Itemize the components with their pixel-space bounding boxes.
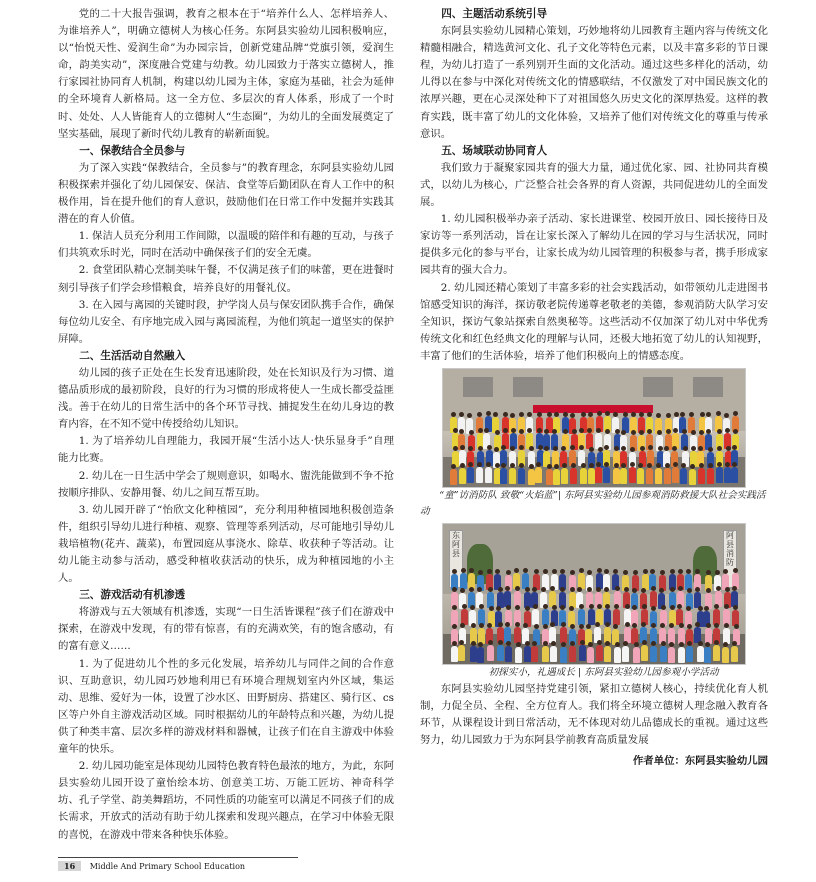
person-head	[561, 622, 566, 627]
person-figure	[560, 647, 567, 663]
person-head	[495, 430, 500, 435]
person-head	[588, 642, 593, 647]
person-head	[658, 446, 663, 451]
person-head	[605, 429, 610, 434]
person-head	[478, 570, 483, 575]
section-3-item-2: 2. 幼儿园功能室是体现幼儿园特色教育特色最浓的地方，为此，东阿县实验幼儿园开设了童怡绘本坊、创意美工坊、万能工匠坊、神奇科学坊、孔子学堂、韵美舞蹈坊，不同性质的功能室可以满足不同孩子们的成长需求，开放式的活动有助于幼儿探索和发现兴趣点，在学习中体验无限的喜悦，在游戏中带来各种快乐体验。	[58, 760, 394, 841]
person-head	[505, 622, 510, 627]
person-head	[733, 429, 738, 434]
person-figure	[672, 467, 679, 483]
person-head	[661, 641, 666, 646]
person-head	[534, 569, 539, 574]
person-figure	[550, 646, 557, 662]
person-figure	[518, 468, 525, 484]
person-head	[624, 587, 629, 592]
person-head	[700, 412, 705, 417]
person-figure	[570, 468, 577, 484]
person-head	[510, 463, 515, 468]
person-head	[537, 412, 542, 417]
person-head	[516, 642, 521, 647]
section-3-item-1: 1. 为了促进幼儿个性的多元化发展，培养幼儿与同伴之间的合作意识、互助意识，幼儿园巧妙地利用已有环境合理规划室内外区域，集运动、思维、爱好为一体，设置了沙水区、田野厨房、搭建区、骑行区、cs区等户外自主游戏活动区域。同时根据幼儿的年龄特点和兴趣，为幼儿提供了种类丰富、层次多样的游戏材料和器械，让孩子们在自主游戏中体验童年的快乐。	[58, 657, 394, 756]
person-head	[691, 430, 696, 435]
person-head	[495, 463, 500, 468]
person-figure	[515, 647, 522, 663]
person-figure	[680, 468, 687, 484]
person-figure	[485, 467, 492, 483]
person-head	[470, 605, 475, 610]
section-5-item-2: 2. 幼儿园还精心策划了丰富多彩的社会实践活动，如带领幼儿走进图书馆感受知识的海洋，探访敬老院传递尊老敬老的美德，参观消防大队学习安全知识，探访气象站探索自然奥秘等。这些活动不仅加深了幼儿对中华优秀传统文化和红色经典文化的理解与认同，还极大地拓宽了幼儿的认知视野，丰富了他们的生活体验，培养了他们积极向上的情感态度。	[420, 281, 768, 362]
person-figure	[664, 468, 671, 484]
person-figure	[588, 468, 595, 484]
person-head	[596, 587, 601, 592]
person-head	[570, 570, 575, 575]
person-head	[469, 587, 474, 592]
person-figure	[553, 469, 560, 485]
person-figure	[542, 646, 549, 662]
person-head	[515, 605, 520, 610]
person-figure	[497, 645, 504, 661]
section-1-item-1: 1. 保洁人员充分利用工作间隙，以温暖的陪伴和有趣的互动，与孩子们共筑欢乐时光，同时在活动中确保孩子们的安全无虞。	[58, 230, 394, 260]
section-2-paragraph: 幼儿园的孩子正处在生长发育迅速阶段，处在长知识及行为习惯、道德品质形成的最初阶段，良好的行为习惯的形成将使人一生成长都受益匪浅。善于在幼儿的日常生活中的各个环节寻找、捕捉发生在幼儿身边的教育内容，在不知不觉中传授给幼儿知识。	[58, 366, 394, 431]
section-3-paragraph: 将游戏与五大领域有机渗透，实现“一日生活皆课程”孩子们在游戏中探索，在游戏中发现，有的带有惊喜，有的充满欢笑，有的饱含感动，有的富有意义……	[58, 606, 394, 653]
person-head	[487, 623, 492, 628]
person-head	[698, 446, 703, 451]
person-head	[706, 588, 711, 593]
person-head	[734, 624, 739, 629]
person-head	[580, 640, 585, 645]
person-head	[544, 446, 549, 451]
person-figure	[535, 467, 542, 483]
person-head	[525, 641, 530, 646]
person-head	[706, 623, 711, 628]
person-figure	[650, 646, 657, 662]
person-head	[625, 604, 630, 609]
person-head	[561, 642, 566, 647]
person-head	[462, 604, 467, 609]
person-head	[525, 587, 530, 592]
person-head	[498, 640, 503, 645]
person-figure	[588, 609, 595, 625]
person-head	[705, 642, 710, 647]
person-figure	[650, 591, 657, 607]
person-head	[664, 446, 669, 451]
person-head	[560, 605, 565, 610]
person-figure	[655, 468, 662, 484]
person-figure	[603, 467, 610, 483]
person-head	[589, 447, 594, 452]
person-head	[484, 428, 489, 433]
person-head	[615, 642, 620, 647]
left-column	[58, 6, 394, 844]
person-head	[665, 463, 670, 468]
person-figure	[614, 647, 621, 663]
person-head	[570, 413, 575, 418]
person-head	[613, 624, 618, 629]
person-figure	[668, 647, 675, 663]
person-figure	[641, 645, 648, 661]
person-figure	[451, 646, 458, 662]
person-head	[669, 642, 674, 647]
person-head	[690, 464, 695, 469]
person-head	[717, 446, 722, 451]
person-head	[698, 606, 703, 611]
person-head	[596, 428, 601, 433]
person-figure	[531, 646, 538, 662]
person-head	[510, 413, 515, 418]
person-head	[469, 568, 474, 573]
person-head	[586, 624, 591, 629]
person-head	[543, 624, 548, 629]
person-head	[623, 570, 628, 575]
person-head	[704, 606, 709, 611]
person-head	[733, 605, 738, 610]
building-window	[463, 377, 493, 397]
person-head	[452, 624, 457, 629]
person-figure	[660, 646, 667, 662]
person-figure	[722, 647, 729, 663]
person-head	[683, 446, 688, 451]
person-head	[519, 412, 524, 417]
person-head	[670, 605, 675, 610]
person-head	[554, 412, 559, 417]
person-head	[706, 412, 711, 417]
person-head	[479, 623, 484, 628]
person-head	[523, 623, 528, 628]
person-figure	[724, 467, 731, 483]
person-figure	[467, 467, 474, 483]
person-figure	[505, 646, 512, 662]
person-head	[717, 462, 722, 467]
person-head	[641, 622, 646, 627]
person-figure	[509, 468, 516, 484]
person-head	[660, 570, 665, 575]
person-head	[632, 605, 637, 610]
person-head	[630, 447, 635, 452]
person-head	[657, 430, 662, 435]
person-figure	[569, 646, 576, 662]
person-head	[543, 604, 548, 609]
person-head	[651, 606, 656, 611]
person-head	[514, 568, 519, 573]
photo-2-caption: 初探实小，礼遇成长 | 东阿县实验幼儿园参观小学活动	[488, 666, 719, 678]
person-head	[452, 587, 457, 592]
person-head	[597, 568, 602, 573]
person-head	[633, 570, 638, 575]
person-head	[723, 642, 728, 647]
person-head	[562, 463, 567, 468]
person-head	[569, 606, 574, 611]
person-head	[579, 624, 584, 629]
person-head	[572, 429, 577, 434]
section-2-heading: 二、生活活动自然融入	[79, 349, 186, 362]
person-head	[589, 463, 594, 468]
journal-name: Middle And Primary School Education	[89, 862, 246, 871]
person-head	[478, 642, 483, 647]
person-figure	[546, 469, 553, 485]
person-head	[678, 569, 683, 574]
person-figure	[587, 647, 594, 663]
person-head	[519, 429, 524, 434]
person-head	[632, 623, 637, 628]
section-4-heading: 四、主题活动系统引导	[441, 8, 548, 20]
person-figure	[561, 468, 568, 484]
person-head	[615, 429, 620, 434]
person-figure	[697, 646, 704, 662]
person-figure	[613, 609, 620, 625]
person-head	[453, 446, 458, 451]
person-head	[487, 445, 492, 450]
person-figure	[460, 573, 467, 589]
person-head	[532, 641, 537, 646]
person-head	[529, 446, 534, 451]
person-head	[525, 606, 530, 611]
person-head	[478, 446, 483, 451]
page-number: 16	[58, 861, 81, 871]
person-figure	[595, 467, 602, 483]
person-figure	[707, 468, 714, 484]
person-head	[503, 412, 508, 417]
section-1-item-2: 2. 食堂团队精心烹制美味午餐，不仅满足孩子们的味蕾，更在进餐时刻引导孩子们学会珍惜粮食，培养良好的用餐礼仪。	[58, 264, 394, 294]
person-head	[581, 463, 586, 468]
person-head	[597, 604, 602, 609]
person-head	[621, 463, 626, 468]
person-figure	[678, 647, 685, 663]
person-head	[563, 429, 568, 434]
primary-school-group-photo	[442, 523, 746, 665]
person-head	[632, 588, 637, 593]
person-figure	[579, 645, 586, 661]
building-window	[693, 377, 723, 397]
fire-station-group-photo	[442, 368, 746, 488]
person-head	[510, 446, 515, 451]
person-figure	[731, 467, 738, 483]
person-head	[699, 463, 704, 468]
person-head	[621, 430, 626, 435]
section-4-paragraph: 东阿县实验幼儿园精心策划，巧妙地将幼儿园教育主题内容与传统文化精髓相融合，精选黄河文化、孔子文化等特色元素，以及丰富多彩的节日课程，为幼儿打造了一系列别开生面的文化活动。通过这些多样化的活动，幼儿得以在参与中深化对传统文化的情感联结，不仅激发了对中国民族文化的浓厚兴趣，更在心灵深处种下了对祖国悠久历史文化的深厚热爱。这样的教育实践，既丰富了幼儿的文化体验，又培养了他们对传统文化的尊重与传承意识。	[420, 25, 768, 140]
person-head	[687, 624, 692, 629]
section-2-item-3: 3. 幼儿园开辟了“怡欣文化种植园”，充分利用种植园地积极创造条件，组织引导幼儿进行种植、观察、管理等系列活动，尽可能地引导幼儿栽培植物(花卉、蔬菜)，布置园庭从事浇水、除草、收获种子等活动。让幼儿能主动参与活动，感受种植收获活动的快乐，成为种植园地的小主人。	[58, 503, 394, 585]
person-head	[641, 588, 646, 593]
person-figure	[689, 469, 696, 485]
person-figure	[459, 468, 466, 484]
person-figure	[458, 645, 465, 661]
person-head	[534, 624, 539, 629]
person-head	[716, 411, 721, 416]
person-head	[503, 428, 508, 433]
closing-paragraph: 东阿县实验幼儿园坚持党建引领，紧扣立德树人核心，持续优化育人机制，力促全员、全程、全方位育人。我们将全环境立德树人理念融入教育各环节，从课程设计到日常活动，无不体现对幼儿品德成长的重视。通过这些努力，幼儿园致力于为东阿县学前教育高质量发展	[420, 682, 768, 747]
person-head	[547, 412, 552, 417]
person-head	[614, 463, 619, 468]
person-figure	[542, 609, 549, 625]
photo-1-caption: “童”访消防队 致敬“火焰蓝”| 东阿县实验幼儿园参观消防救援大队社会实践活动	[420, 489, 766, 517]
person-figure	[620, 468, 627, 484]
person-head	[451, 464, 456, 469]
person-head	[672, 446, 677, 451]
person-figure	[713, 645, 720, 661]
person-head	[623, 641, 628, 646]
person-head	[642, 604, 647, 609]
person-head	[596, 462, 601, 467]
person-head	[698, 641, 703, 646]
person-head	[587, 428, 592, 433]
person-head	[461, 568, 466, 573]
person-head	[631, 412, 636, 417]
page-footer	[58, 857, 298, 871]
intro-paragraph: 党的二十大报告强调，教育之根本在于“培养什么人、怎样培养人、为谁培养人”，明确立德树人为核心任务。东阿县实验幼儿园积极响应，以“怡悦天性、爱润生命”为办园宗旨，创新党建品牌“党旗引领，爱润生命，韵美实动”，深度融合党建与幼教。幼儿园致力于落实立德树人，推行家园社协同育人机制，构建以幼儿园为主体，家庭为基础，社会为延伸的全环境育人新格局。这一全方位、多层次的育人体系，形成了一个时时、处处、人人皆能育人的立德树人“生态圈”，为幼儿的全面发展奠定了坚实基础，展现了新时代幼儿教育的崭新面貌。	[58, 8, 394, 140]
person-figure	[698, 468, 705, 484]
person-figure	[470, 646, 477, 662]
vertical-signboard-right: 阿县消防	[723, 530, 737, 588]
person-figure	[646, 468, 653, 484]
person-figure	[704, 647, 711, 663]
person-head	[505, 586, 510, 591]
person-head	[570, 587, 575, 592]
building-window	[643, 377, 673, 397]
person-head	[587, 570, 592, 575]
person-head	[605, 622, 610, 627]
person-head	[523, 568, 528, 573]
person-head	[647, 429, 652, 434]
person-head	[587, 587, 592, 592]
person-figure	[637, 468, 644, 484]
person-head	[605, 641, 610, 646]
person-figure	[604, 646, 611, 662]
person-head	[630, 462, 635, 467]
person-head	[699, 430, 704, 435]
section-1-heading: 一、保教结合全员参与	[79, 144, 186, 157]
person-head	[651, 623, 656, 628]
person-head	[714, 623, 719, 628]
right-column	[420, 6, 768, 770]
section-2-item-2: 2. 幼儿在一日生活中学会了规则意识，如喝水、盥洗能做到不争不抢按顺序排队、安静用餐、幼儿之间互帮互助。	[58, 469, 394, 499]
person-figure	[633, 647, 640, 663]
person-head	[554, 464, 559, 469]
person-figure	[500, 468, 507, 484]
person-head	[581, 412, 586, 417]
person-head	[726, 446, 731, 451]
section-2-item-1: 1. 为了培养幼儿自理能力，我园开展“生活小达人·快乐显身手”自理能力比赛。	[58, 435, 394, 465]
person-head	[536, 462, 541, 467]
person-head	[724, 623, 729, 628]
person-figure	[686, 646, 693, 662]
person-head	[519, 463, 524, 468]
person-head	[614, 604, 619, 609]
person-figure	[613, 468, 620, 484]
person-head	[570, 624, 575, 629]
person-head	[670, 587, 675, 592]
person-head	[598, 447, 603, 452]
author-affiliation: 作者单位：东阿县实验幼儿园	[632, 755, 768, 768]
person-head	[643, 569, 648, 574]
person-head	[494, 447, 499, 452]
person-figure	[476, 467, 483, 483]
person-head	[552, 569, 557, 574]
person-head	[706, 429, 711, 434]
person-head	[560, 569, 565, 574]
person-head	[639, 412, 644, 417]
person-head	[634, 642, 639, 647]
person-figure	[487, 645, 494, 661]
person-head	[471, 623, 476, 628]
person-figure	[560, 627, 567, 643]
person-head	[489, 606, 494, 611]
person-head	[708, 447, 713, 452]
person-head	[691, 446, 696, 451]
section-1-paragraph: 为了深入实践“保教结合，全员参与”的教育理念，东阿县实验幼儿园积极探索并强化了幼儿园保安、保洁、食堂等后勤团队在育人工作中的积极作用，旨在提升他们的育人意识，鼓励他们在日常工作中发掘并实践其潜在的育人价值。	[58, 161, 394, 226]
section-3-heading: 三、游戏活动有机渗透	[79, 589, 186, 602]
building-window	[513, 377, 543, 397]
person-head	[529, 464, 534, 469]
person-head	[687, 588, 692, 593]
person-figure	[716, 467, 723, 483]
person-head	[544, 429, 549, 434]
person-head	[638, 463, 643, 468]
person-figure	[528, 469, 535, 485]
person-figure	[477, 647, 484, 663]
person-head	[686, 606, 691, 611]
person-head	[471, 641, 476, 646]
person-head	[631, 430, 636, 435]
person-head	[561, 446, 566, 451]
person-head	[469, 430, 474, 435]
person-figure	[580, 468, 587, 484]
person-figure	[622, 646, 629, 662]
person-head	[714, 604, 719, 609]
person-head	[563, 412, 568, 417]
person-head	[639, 430, 644, 435]
person-head	[666, 413, 671, 418]
person-head	[452, 641, 457, 646]
person-head	[551, 641, 556, 646]
section-5-item-1: 1. 幼儿园积极举办亲子活动、家长进课堂、校园开放日、园长接待日及家访等一系列活动，旨在让家长深入了解幼儿在园的学习与生活状况，同时提供多元化的参与平台，让家长成为幼儿园管理的积极参与者，携手形成家园共育的强大合力。	[420, 213, 768, 277]
person-head	[605, 411, 610, 416]
person-head	[547, 464, 552, 469]
section-5-paragraph: 我们致力于凝聚家园共育的强大力量，通过优化家、园、社协同共育模式，以幼儿为核心，广泛整合社会各界的育人资源，共同促进幼儿的全面发展。	[420, 161, 768, 209]
person-head	[496, 606, 501, 611]
vertical-signboard-left: 东阿县	[449, 530, 463, 588]
person-figure	[450, 469, 457, 485]
person-figure	[596, 645, 603, 661]
section-1-item-3: 3. 在入园与离园的关键时段，护学岗人员与保安团队携手合作，确保每位幼儿安全、有序地完成入园与离园流程，为他们筑起一道坚实的保护屏障。	[58, 298, 394, 345]
person-figure	[731, 646, 738, 662]
person-figure	[629, 467, 636, 483]
person-head	[659, 588, 664, 593]
person-head	[716, 586, 721, 591]
person-head	[695, 587, 700, 592]
person-head	[477, 412, 482, 417]
person-head	[715, 570, 720, 575]
section-5-heading: 五、场域联动协同育人	[441, 144, 548, 157]
person-head	[656, 413, 661, 418]
